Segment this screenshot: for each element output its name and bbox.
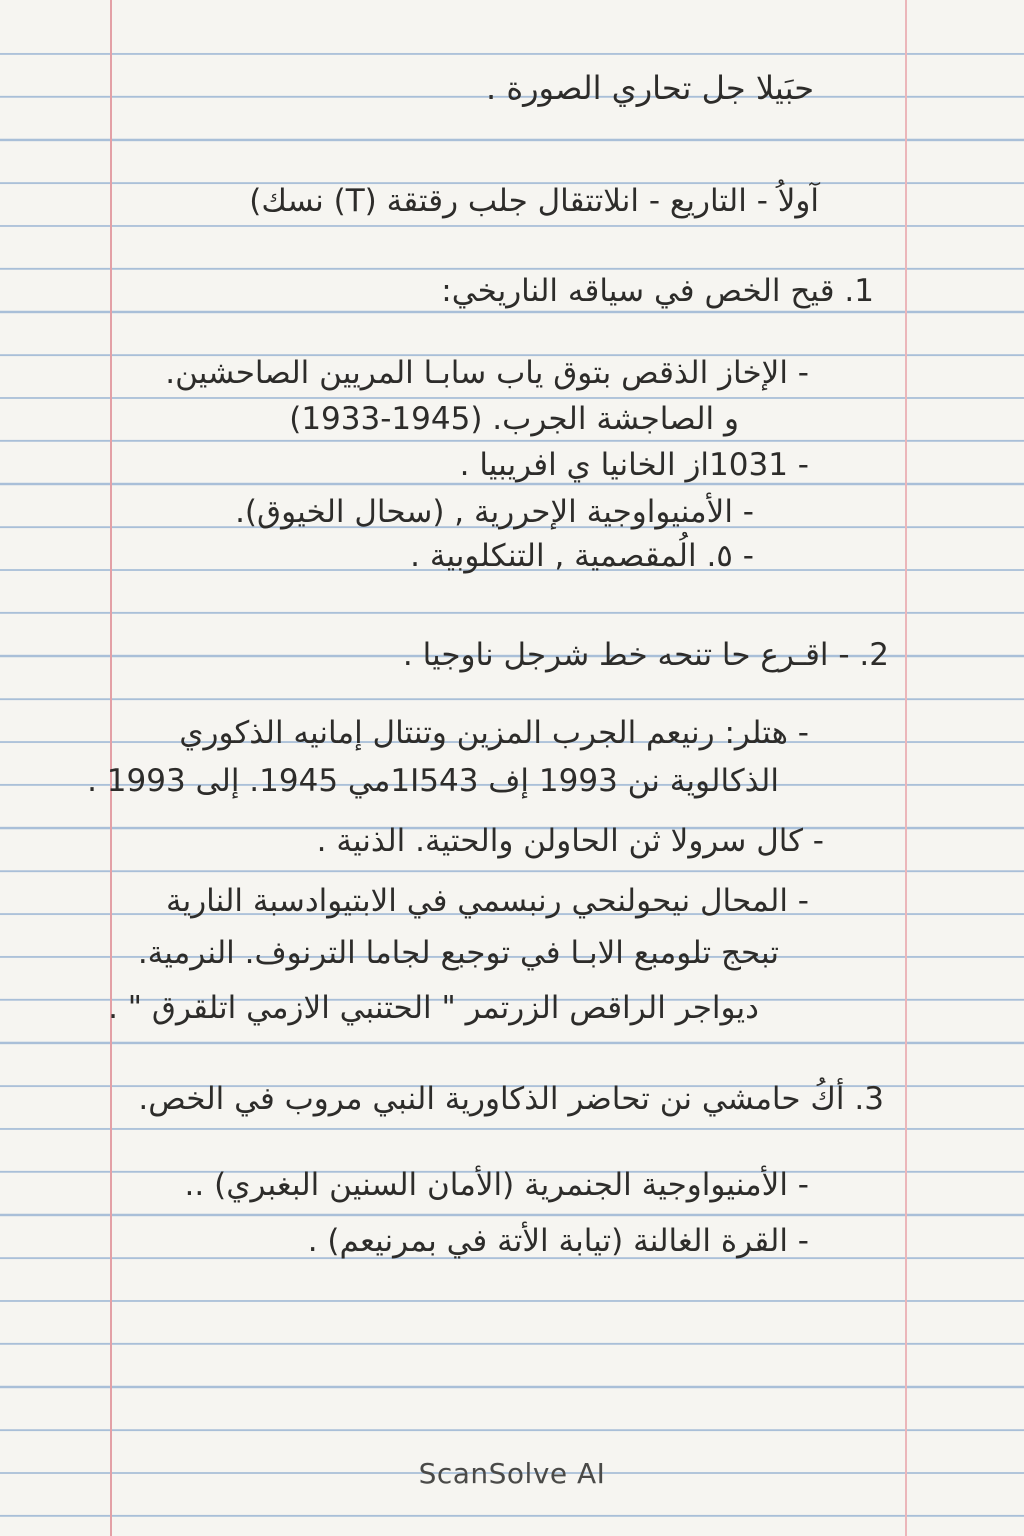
answer-1-line-2: و الصاجشة الجرب. (1945-1933) <box>289 401 739 437</box>
question-1: 1. قيح الخص في سياقه الناريخي: <box>441 273 874 309</box>
question-2: 2. - اقـرع حا تنحه خط شرجل ناوجيا . <box>402 637 889 673</box>
answer-1-line-4: - الأمنيواوجية الإحررية , (سحال الخيوق). <box>235 494 754 530</box>
answer-3-line-2: - القرة الغالنة (تيابة الأتة في بمرنيعم) . <box>307 1223 809 1259</box>
answer-2b-line-1: - المحال نيحولنحي رنبسمي في الابتيوادسبة النارية <box>165 883 809 919</box>
answer-2-line-1: - هتلر: رنيعم الجرب المزين وتنتال إمانيه الذكوري <box>179 715 809 751</box>
answer-1-line-5: - ٥. الُمقصمية , التنكلوبية . <box>410 538 754 574</box>
answer-2-line-2: الذكالوية نن 1993 إف 1I543مي 1945. إلى 1993 . <box>87 763 779 799</box>
answer-2b-line-3: ديواجر الراقص الزرتمر " الحتنبي الازمي اتلقرق " . <box>108 990 759 1026</box>
question-3: 3. أكُ حامشي نن تحاضر الذكاورية النبي مروب في الخص. <box>138 1081 884 1117</box>
section-heading: آوﻻُ - التاريع - انلاتتقال جلب رقتقة (T) نسك) <box>249 183 819 219</box>
right-margin-line <box>905 0 907 1536</box>
document-title: ﺣﺒَﻴﻠﺎ ﺟﻞ ﺗﺤﺎﺭﻱ ﺍﻟﺼﻮﺭﺓ . <box>485 69 814 107</box>
answer-3-line-1: - الأمنيواوجية الجنمرية (الأمان السنين البغبري) .. <box>184 1167 809 1203</box>
answer-1-line-1: - الإخاز الذقص بتوق ياب سابـا المريين الصاحشين. <box>165 355 809 391</box>
footer-brand: ScanSolve AI <box>418 1457 606 1490</box>
answer-2-line-3: - كال سرولا ثن الحاولن والحتية. الذنية . <box>316 823 824 859</box>
answer-2b-line-2: تبحج تلومبع الابـا في توجبع لجاما الترنوف. النرمية. <box>137 935 779 971</box>
answer-1-line-3: - 1031از الخانيا ي افريبيا . <box>459 447 809 483</box>
